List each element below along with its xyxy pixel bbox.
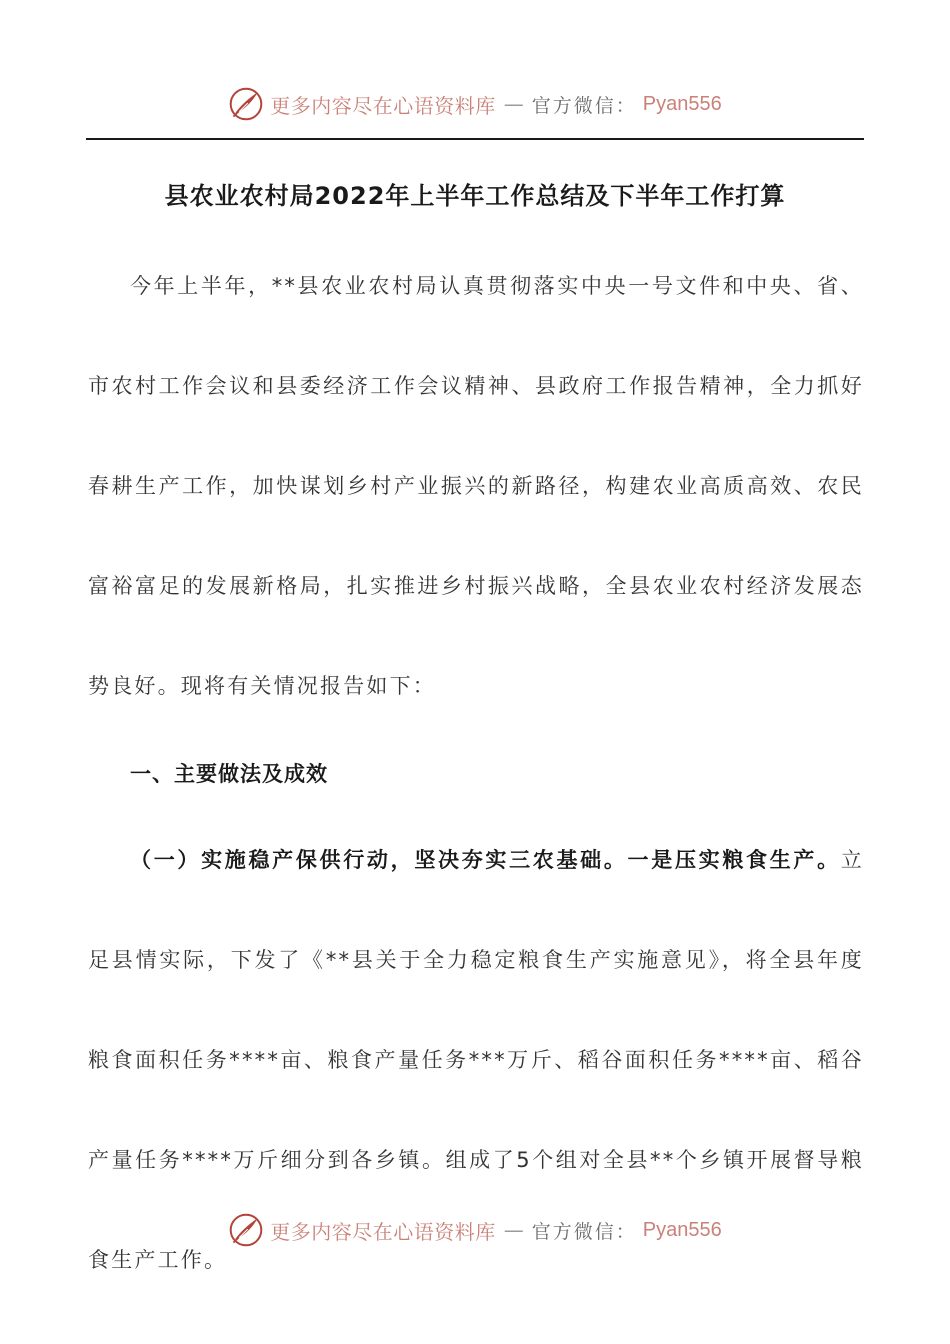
header-rule (86, 138, 864, 140)
quill-logo-icon (228, 1212, 264, 1248)
banner-main-text: 更多内容尽在心语资料库 (270, 93, 496, 118)
header-banner (0, 82, 950, 126)
footer-main-text: 更多内容尽在心语资料库 (270, 1219, 496, 1244)
footer-dash: — (503, 1218, 524, 1242)
subsection-body: 立足县情实际，下发了《**县关于全力稳定粮食生产实施意见》，将全县年度粮食面积任务****亩、粮食产量任务***万斤、稻谷面积任务****亩、稻谷产量任务****万斤细分到各乡镇。组成了5个组对全县**个乡镇开展督导粮食生产工作。 (88, 848, 864, 1272)
footer-sub-text: 官方微信： (531, 1220, 637, 1243)
banner-wechat-id: Pyan556 (642, 92, 722, 115)
section-heading: 一、主要做法及成效 (130, 762, 328, 786)
footer-wechat-id: Pyan556 (642, 1218, 722, 1241)
quill-logo-icon (228, 86, 264, 122)
intro-paragraph: 今年上半年，**县农业农村局认真贯彻落实中央一号文件和中央、省、市农村工作会议和县委经济工作会议精神、县政府工作报告精神，全力抓好春耕生产工作，加快谋划乡村产业振兴的新路径，构建农业高质高效、农民富裕富足的发展新格局，扎实推进乡村振兴战略，全县农业农村经济发展态势良好。现将有关情况报告如下： (88, 274, 864, 698)
subsection-bold-lead: （一）实施稳产保供行动，坚决夯实三农基础。一是压实粮食生产。 (130, 848, 841, 872)
banner-dash: — (503, 92, 524, 116)
document-title: 县农业农村局2022年上半年工作总结及下半年工作打算 (164, 182, 786, 210)
banner-sub-text: 官方微信： (531, 94, 637, 117)
footer-banner (0, 1208, 950, 1252)
